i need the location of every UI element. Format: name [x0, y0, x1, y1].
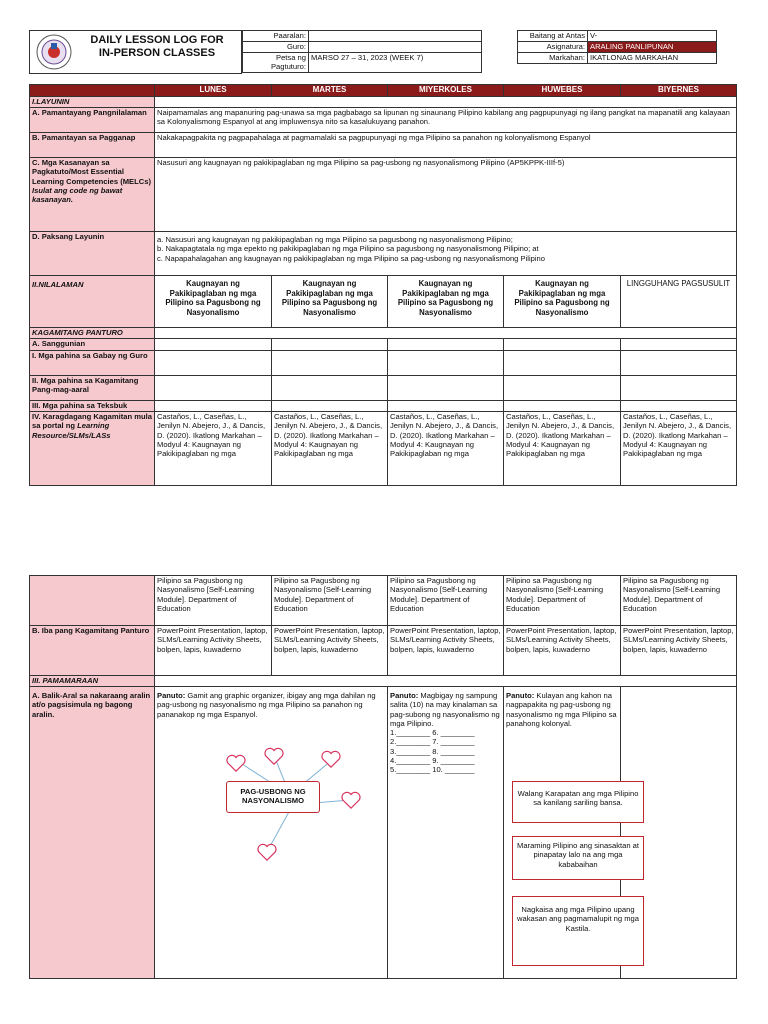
deped-seal-icon: [36, 34, 72, 70]
asignatura-value: ARALING PANLIPUNAN: [588, 42, 717, 53]
option-box-2[interactable]: Maraming Pilipino ang sinasaktan at pinapatay lalo na ang mga kababaihan: [512, 836, 644, 880]
markahan-label: Markahan:: [518, 53, 588, 64]
heart-icon: [256, 842, 278, 862]
heart-icon: [263, 746, 285, 766]
day-huwebes: HUWEBES: [504, 85, 621, 97]
balik-aral-huwebes: Panuto: Kulayan ang kahon na nagpapakita ng pag-usbong ng nasyonalismo ng mga Pilipino sa panahong kolonyal.: [504, 687, 621, 979]
nilalaman-heading: II.NILALAMAN: [30, 276, 155, 328]
iba-kagamitan-label: B. Iba pang Kagamitang Panturo: [30, 626, 155, 676]
asignatura-label: Asignatura:: [518, 42, 588, 53]
iba-biyernes: PowerPoint Presentation, laptop, SLMs/Learning Activity Sheets, bolpen, lapis, kuwaderno: [621, 626, 737, 676]
baitang-value: V-: [588, 31, 717, 42]
markahan-value: IKATLONAG MARKAHAN: [588, 53, 717, 64]
heart-icon: [340, 790, 362, 810]
topic-miyerkoles: Kaugnayan ng Pakikipaglaban ng mga Pilipino sa Pagusbong ng Nasyonalismo: [388, 276, 504, 328]
kagamitan-heading: KAGAMITANG PANTURO: [30, 328, 155, 339]
pamantayan-pagganap-text: Nakakapagpakita ng pagpapahalaga at pagmamalaki sa pagpupunyagi ng mga Pilipino sa panahon ng kolonyalismong Espanyol: [155, 133, 737, 158]
ref-cont-miyerkoles: Pilipino sa Pagusbong ng Nasyonalismo [Self-Learning Module]. Department of Education: [388, 576, 504, 626]
melc-text: Nasusuri ang kaugnayan ng pakikipaglaban ng mga Pilipino sa pag-usbong ng nasyonalismong Pilipino (AP5KPPK-IIIf-5): [155, 158, 737, 232]
teksbuk-label: III. Mga pahina sa Teksbuk: [30, 401, 155, 412]
guro-value: [309, 42, 482, 53]
pamamaraan-heading: III. PAMAMARAAN: [30, 676, 155, 687]
day-martes: MARTES: [272, 85, 388, 97]
kagamitang-mag-aaral-label: II. Mga pahina sa Kagamitang Pang-mag-aaral: [30, 376, 155, 401]
corner-cell: [30, 85, 155, 97]
ref-huwebes: Castaños, L., Caseñas, L., Jenilyn N. Abejero, J., & Dancis, D. (2020). Ikatlong Markahan – Modyul 4: Kaugnayan ng Pakikipaglaban ng mga: [504, 412, 621, 486]
heart-icon: [320, 749, 342, 769]
day-biyernes: BIYERNES: [621, 85, 737, 97]
header-info-table: [242, 30, 482, 73]
balik-aral-miyerkoles: Panuto: Magbigay ng sampung salita (10) na may kinalaman sa pag-subong ng nasyonalismo ng mga Pilipino. 1.________ 6. ________ 2.________ 7. ________ 3.________ 8. ________ 4.________ 9. ________ 5.________ 10. _______: [388, 687, 504, 979]
petsa-label: Petsa ng Pagtuturo:: [243, 53, 309, 73]
paksang-layunin-list: a. Nasusuri ang kaugnayan ng pakikipaglaban ng mga Pilipino sa pagusbong ng nasyonalismong Pilipino; b. Nakapagtatala ng mga epekto ng pakikipaglaban ng mga Pilipino sa pagusbong ng nasyonalismong Pilipino; at c. Napapahalagahan ang kaugnayan ng pakikipaglaban ng mga Pilipino sa pag-usbong ng nasyonalismong Pilipino: [155, 232, 737, 276]
pamantayan-pagganap-label: B. Pamantayan sa Pagganap: [30, 133, 155, 158]
ref-cont-biyernes: Pilipino sa Pagusbong ng Nasyonalismo [Self-Learning Module]. Department of Education: [621, 576, 737, 626]
ref-cont-martes: Pilipino sa Pagusbong ng Nasyonalismo [Self-Learning Module]. Department of Education: [272, 576, 388, 626]
balik-aral-lunes-martes: Panuto: Gamit ang graphic organizer, ibigay ang mga dahilan ng pag-usbong ng nasyonalismo ng mga Pilipino sa panahon ng pananakop ng mga Espanyol.: [155, 687, 388, 979]
gabay-guro-label: I. Mga pahina sa Gabay ng Guro: [30, 351, 155, 376]
day-lunes: LUNES: [155, 85, 272, 97]
iba-martes: PowerPoint Presentation, laptop, SLMs/Learning Activity Sheets, bolpen, lapis, kuwaderno: [272, 626, 388, 676]
day-miyerkoles: MIYERKOLES: [388, 85, 504, 97]
topic-martes: Kaugnayan ng Pakikipaglaban ng mga Pilipino sa Pagusbong ng Nasyonalismo: [272, 276, 388, 328]
option-box-1[interactable]: Walang Karapatan ang mga Pilipino sa kanilang sariling bansa.: [512, 781, 644, 823]
topic-lunes: Kaugnayan ng Pakikipaglaban ng mga Pilipino sa Pagusbong ng Nasyonalismo: [155, 276, 272, 328]
lesson-log-table: [29, 84, 737, 486]
ref-martes: Castaños, L., Caseñas, L., Jenilyn N. Abejero, J., & Dancis, D. (2020). Ikatlong Markahan – Modyul 4: Kaugnayan ng Pakikipaglaban ng mga: [272, 412, 388, 486]
iba-huwebes: PowerPoint Presentation, laptop, SLMs/Learning Activity Sheets, bolpen, lapis, kuwaderno: [504, 626, 621, 676]
baitang-label: Baitang at Antas: [518, 31, 588, 42]
header-title-block: [29, 30, 242, 74]
topic-biyernes: LINGGUHANG PAGSUSULIT: [621, 276, 737, 328]
ref-lunes: Castaños, L., Caseñas, L., Jenilyn N. Abejero, J., & Dancis, D. (2020). Ikatlong Markahan – Modyul 4: Kaugnayan ng Pakikipaglaban ng mga: [155, 412, 272, 486]
ref-biyernes: Castaños, L., Caseñas, L., Jenilyn N. Abejero, J., & Dancis, D. (2020). Ikatlong Markahan – Modyul 4: Kaugnayan ng Pakikipaglaban ng mga: [621, 412, 737, 486]
document-title: DAILY LESSON LOG FOR IN-PERSON CLASSES: [90, 34, 224, 60]
petsa-value: MARSO 27 – 31, 2023 (WEEK 7): [309, 53, 482, 73]
paksang-layunin-label: D. Paksang Layunin: [30, 232, 155, 276]
header-class-table: [517, 30, 717, 64]
guro-label: Guro:: [243, 42, 309, 53]
pamantayang-pangnilalaman-text: Naipamamalas ang mapanuring pag-unawa sa mga pagbabago sa lipunan ng sinaunang Pilipino kabilang ang pagpupunyagi ng ilang pangkat na mapanatili ang kalayaan sa Kolonyalismong Espanyol at ang impluwensya nito sa kasalukuyang panahon.: [155, 108, 737, 133]
melc-label: C. Mga Kasanayan sa Pagkatuto/Most Essential Learning Competencies (MELCs) Isulat ang code ng bawat kasanayan.: [30, 158, 155, 232]
topic-huwebes: Kaugnayan ng Pakikipaglaban ng mga Pilipino sa Pagusbong ng Nasyonalismo: [504, 276, 621, 328]
sanggunian-label: A. Sanggunian: [30, 339, 155, 351]
iba-lunes: PowerPoint Presentation, laptop, SLMs/Learning Activity Sheets, bolpen, lapis, kuwaderno: [155, 626, 272, 676]
layunin-heading: I.LAYUNIN: [30, 97, 155, 108]
paaralan-label: Paaralan:: [243, 31, 309, 42]
heart-icon: [225, 753, 247, 773]
option-box-3[interactable]: Nagkaisa ang mga Pilipino upang wakasan ang pagmamalupit ng mga Kastila.: [512, 896, 644, 966]
iba-miyerkoles: PowerPoint Presentation, laptop, SLMs/Learning Activity Sheets, bolpen, lapis, kuwaderno: [388, 626, 504, 676]
pamantayang-pangnilalaman-label: A. Pamantayang Pangnilalaman: [30, 108, 155, 133]
ref-cont-huwebes: Pilipino sa Pagusbong ng Nasyonalismo [Self-Learning Module]. Department of Education: [504, 576, 621, 626]
paaralan-value: [309, 31, 482, 42]
organizer-center-box: PAG-USBONG NG NASYONALISMO: [226, 781, 320, 813]
balik-aral-label: A. Balik-Aral sa nakaraang aralin at/o pagsisimula ng bagong aralin.: [30, 687, 155, 979]
karagdagan-label: IV. Karagdagang Kagamitan mula sa portal ng Learning Resource/SLMs/LASs: [30, 412, 155, 486]
ref-miyerkoles: Castaños, L., Caseñas, L., Jenilyn N. Abejero, J., & Dancis, D. (2020). Ikatlong Markahan – Modyul 4: Kaugnayan ng Pakikipaglaban ng mga: [388, 412, 504, 486]
ref-cont-lunes: Pilipino sa Pagusbong ng Nasyonalismo [Self-Learning Module]. Department of Education: [155, 576, 272, 626]
